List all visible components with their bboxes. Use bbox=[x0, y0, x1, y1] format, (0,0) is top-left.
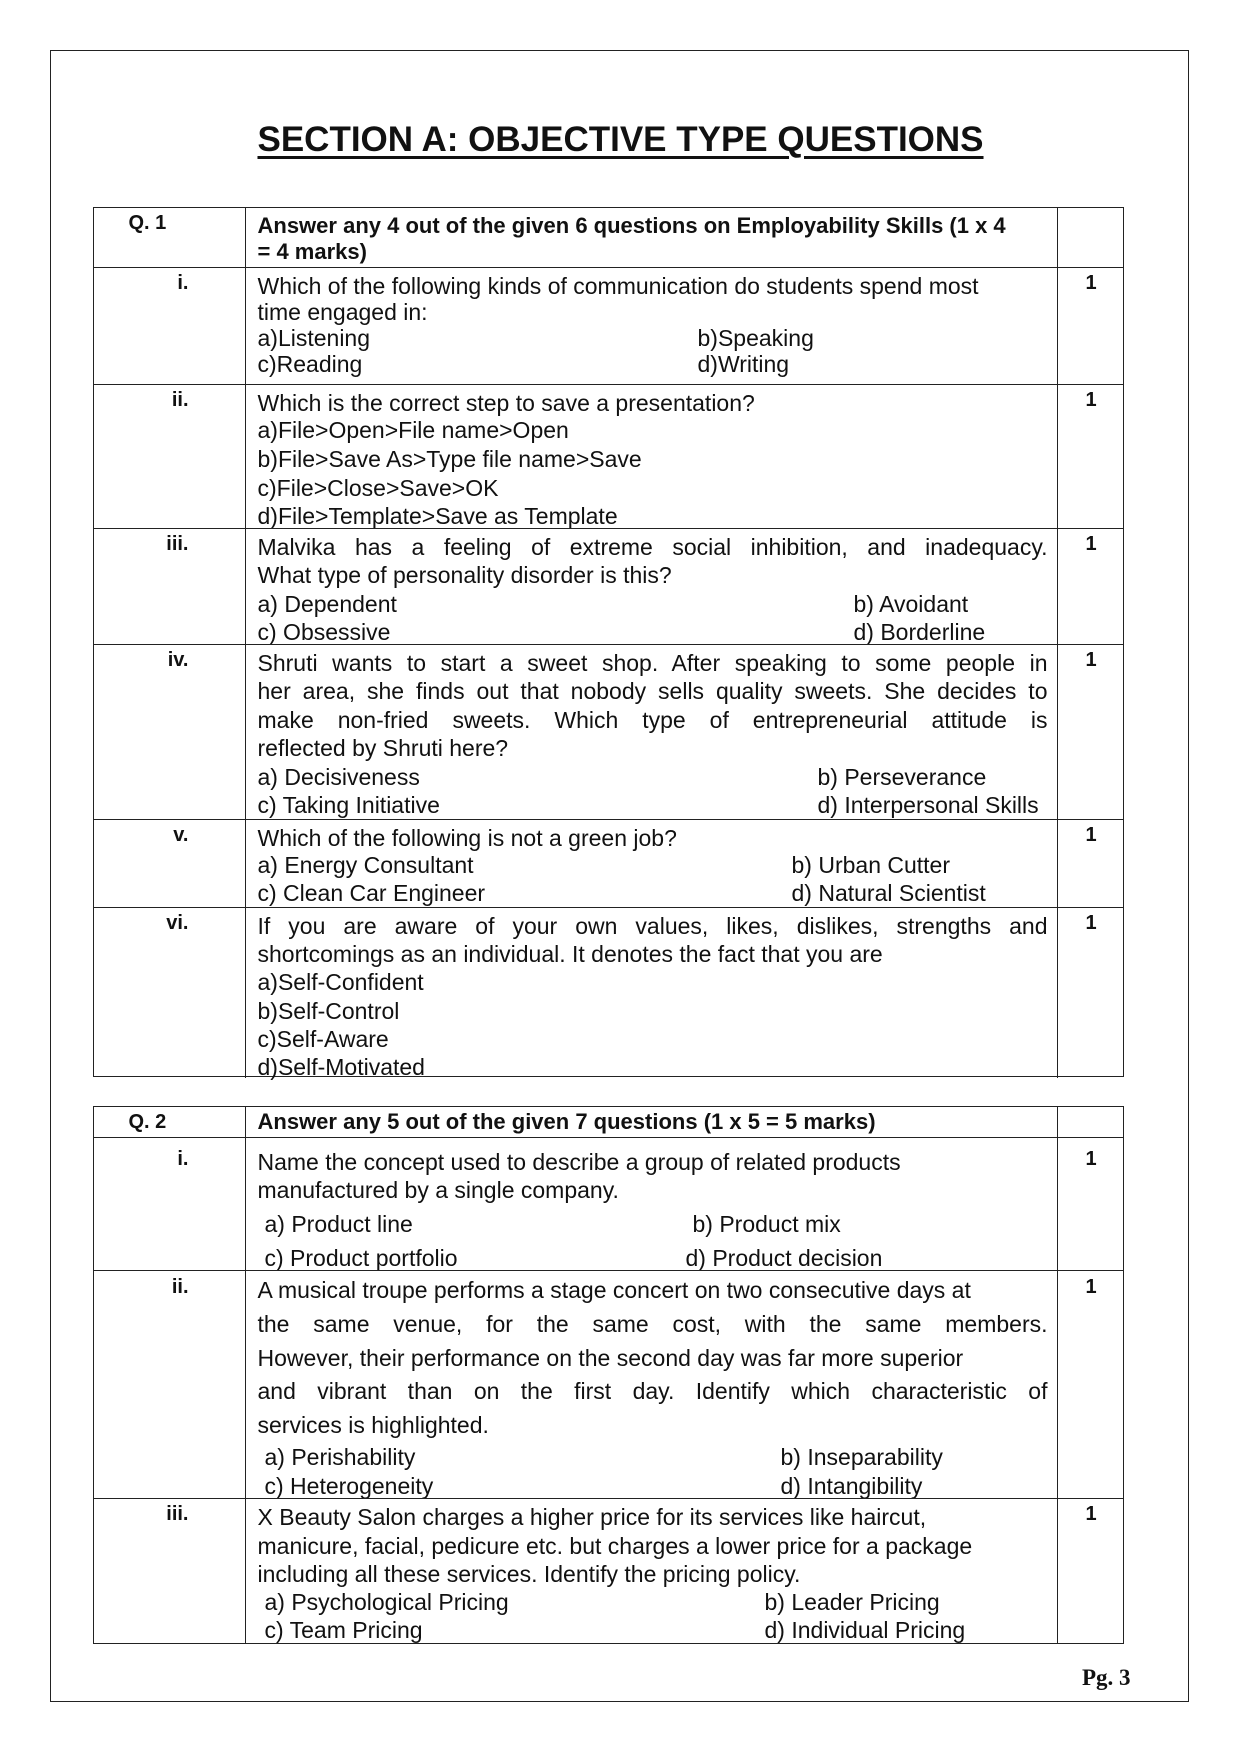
answer-option: a) Decisiveness bbox=[257, 764, 420, 790]
answer-option: c) Taking Initiative bbox=[257, 792, 440, 818]
number-cell bbox=[93, 1107, 246, 1137]
question-text-line: including all these services. Identify the pricing policy. bbox=[257, 1561, 801, 1587]
answer-option: a) Dependent bbox=[257, 591, 397, 617]
question-text-line: Which of the following is not a green job? bbox=[257, 825, 677, 851]
answer-option: c) Team Pricing bbox=[264, 1617, 423, 1643]
question-table bbox=[93, 207, 1124, 1080]
question-text-line: the same venue, for the same cost, with the same members. bbox=[257, 1311, 1048, 1337]
question-text-line: shortcomings as an individual. It denotes the fact that you are bbox=[257, 941, 883, 967]
question-text-line: manufactured by a single company. bbox=[257, 1177, 619, 1203]
answer-option: c)Reading bbox=[257, 351, 363, 377]
sub-question-number: iii. bbox=[166, 1503, 189, 1525]
section-instruction: = 4 marks) bbox=[257, 239, 367, 264]
answer-option: d)File>Template>Save as Template bbox=[257, 503, 618, 529]
marks-cell bbox=[1057, 529, 1124, 644]
answer-option: c)Self-Aware bbox=[257, 1026, 389, 1052]
answer-option: b) Avoidant bbox=[853, 591, 969, 617]
marks-cell bbox=[1057, 268, 1124, 384]
question-text-line: Name the concept used to describe a group of related products bbox=[257, 1149, 901, 1175]
section-header-row bbox=[93, 1107, 1124, 1137]
answer-option: b)Speaking bbox=[697, 325, 814, 351]
answer-option: a) Product line bbox=[264, 1211, 413, 1237]
question-text-line: her area, she finds out that nobody sells quality sweets. She decides to bbox=[257, 678, 1048, 704]
sub-question-number: iii. bbox=[166, 533, 189, 555]
answer-option: b) Perseverance bbox=[817, 764, 987, 790]
answer-option: c) Obsessive bbox=[257, 619, 391, 645]
question-row bbox=[93, 1498, 1124, 1643]
number-cell bbox=[93, 1138, 246, 1270]
question-row bbox=[93, 528, 1124, 644]
question-text-line: Malvika has a feeling of extreme social inhibition, and inadequacy. bbox=[257, 534, 1048, 560]
marks-value: 1 bbox=[1085, 1148, 1097, 1170]
question-row bbox=[93, 1137, 1124, 1270]
sub-question-number: iv. bbox=[167, 649, 189, 671]
question-text-line: X Beauty Salon charges a higher price for its services like haircut, bbox=[257, 1504, 927, 1530]
marks-value: 1 bbox=[1085, 533, 1097, 555]
marks-cell bbox=[1057, 908, 1124, 1078]
question-row bbox=[93, 267, 1124, 384]
number-cell bbox=[93, 820, 246, 907]
marks-value: 1 bbox=[1085, 649, 1097, 671]
question-table bbox=[93, 1106, 1124, 1644]
question-text-line: Which of the following kinds of communication do students spend most bbox=[257, 273, 979, 299]
answer-option: d) Intangibility bbox=[780, 1473, 923, 1499]
answer-option: b) Product mix bbox=[692, 1211, 841, 1237]
answer-option: c) Clean Car Engineer bbox=[257, 880, 486, 906]
answer-option: d) Interpersonal Skills bbox=[817, 792, 1039, 818]
answer-option: a)Listening bbox=[257, 325, 371, 351]
answer-option: d)Self-Motivated bbox=[257, 1054, 425, 1080]
number-cell bbox=[93, 1271, 246, 1498]
question-row bbox=[93, 1270, 1124, 1498]
section-instruction: Answer any 5 out of the given 7 questions (1 x 5 = 5 marks) bbox=[257, 1109, 876, 1134]
section-title: SECTION A: OBJECTIVE TYPE QUESTIONS bbox=[257, 120, 984, 159]
sub-question-number: ii. bbox=[171, 1276, 189, 1298]
answer-option: a) Psychological Pricing bbox=[264, 1589, 509, 1615]
question-text-line: What type of personality disorder is this? bbox=[257, 562, 672, 588]
question-text-line: reflected by Shruti here? bbox=[257, 735, 509, 761]
answer-option: d) Individual Pricing bbox=[764, 1617, 966, 1643]
marks-cell bbox=[1057, 1271, 1124, 1498]
question-text-line: However, their performance on the second day was far more superior bbox=[257, 1345, 964, 1371]
question-row bbox=[93, 819, 1124, 907]
marks-cell bbox=[1057, 1138, 1124, 1270]
marks-cell bbox=[1057, 1499, 1124, 1643]
answer-option: a)File>Open>File name>Open bbox=[257, 417, 569, 443]
sub-question-number: ii. bbox=[171, 389, 189, 411]
answer-option: b) Inseparability bbox=[780, 1444, 943, 1470]
answer-option: b) Urban Cutter bbox=[791, 852, 951, 878]
question-text-line: make non-fried sweets. Which type of entrepreneurial attitude is bbox=[257, 707, 1048, 733]
question-text-line: services is highlighted. bbox=[257, 1412, 489, 1438]
number-cell bbox=[93, 385, 246, 528]
page-number: Pg. 3 bbox=[1082, 1665, 1131, 1690]
answer-option: b)File>Save As>Type file name>Save bbox=[257, 446, 642, 472]
marks-value: 1 bbox=[1085, 389, 1097, 411]
number-cell bbox=[93, 1499, 246, 1643]
question-row bbox=[93, 384, 1124, 528]
marks-value: 1 bbox=[1085, 1276, 1097, 1298]
question-row bbox=[93, 907, 1124, 1078]
question-text-line: Shruti wants to start a sweet shop. After speaking to some people in bbox=[257, 650, 1048, 676]
marks-value: 1 bbox=[1085, 272, 1097, 294]
marks-cell bbox=[1057, 385, 1124, 528]
answer-option: a) Energy Consultant bbox=[257, 852, 474, 878]
marks-value: 1 bbox=[1085, 1503, 1097, 1525]
number-cell bbox=[93, 908, 246, 1078]
question-text-line: manicure, facial, pedicure etc. but charges a lower price for a package bbox=[257, 1533, 973, 1559]
marks-cell bbox=[1057, 820, 1124, 907]
section-header-row bbox=[93, 208, 1124, 267]
sub-question-number: v. bbox=[173, 824, 189, 846]
answer-option: a)Self-Confident bbox=[257, 969, 424, 995]
answer-option: c)File>Close>Save>OK bbox=[257, 475, 499, 501]
answer-option: d) Natural Scientist bbox=[791, 880, 986, 906]
question-text-line: A musical troupe performs a stage concert on two consecutive days at bbox=[257, 1277, 971, 1303]
marks-cell bbox=[1057, 645, 1124, 819]
answer-option: b)Self-Control bbox=[257, 998, 400, 1024]
answer-option: d) Borderline bbox=[853, 619, 986, 645]
section-instruction: Answer any 4 out of the given 6 questions on Employability Skills (1 x 4 bbox=[257, 213, 1006, 238]
number-cell bbox=[93, 268, 246, 384]
answer-option: a) Perishability bbox=[264, 1444, 416, 1470]
question-number: Q. 2 bbox=[128, 1111, 167, 1133]
marks-value: 1 bbox=[1085, 824, 1097, 846]
question-text-line: time engaged in: bbox=[257, 299, 428, 325]
number-cell bbox=[93, 529, 246, 644]
sub-question-number: i. bbox=[177, 1148, 189, 1170]
marks-value: 1 bbox=[1085, 912, 1097, 934]
question-text-line: and vibrant than on the first day. Identify which characteristic of bbox=[257, 1378, 1048, 1404]
marks-cell bbox=[1057, 1107, 1124, 1137]
answer-option: c) Heterogeneity bbox=[264, 1473, 434, 1499]
question-text-line: If you are aware of your own values, likes, dislikes, strengths and bbox=[257, 913, 1048, 939]
answer-option: d)Writing bbox=[697, 351, 790, 377]
answer-option: b) Leader Pricing bbox=[764, 1589, 940, 1615]
question-number: Q. 1 bbox=[128, 212, 167, 234]
answer-option: c) Product portfolio bbox=[264, 1245, 458, 1271]
answer-option: d) Product decision bbox=[685, 1245, 883, 1271]
question-text-line: Which is the correct step to save a presentation? bbox=[257, 390, 755, 416]
number-cell bbox=[93, 208, 246, 267]
marks-cell bbox=[1057, 208, 1124, 267]
sub-question-number: vi. bbox=[166, 912, 189, 934]
sub-question-number: i. bbox=[177, 272, 189, 294]
number-cell bbox=[93, 645, 246, 819]
question-row bbox=[93, 644, 1124, 819]
